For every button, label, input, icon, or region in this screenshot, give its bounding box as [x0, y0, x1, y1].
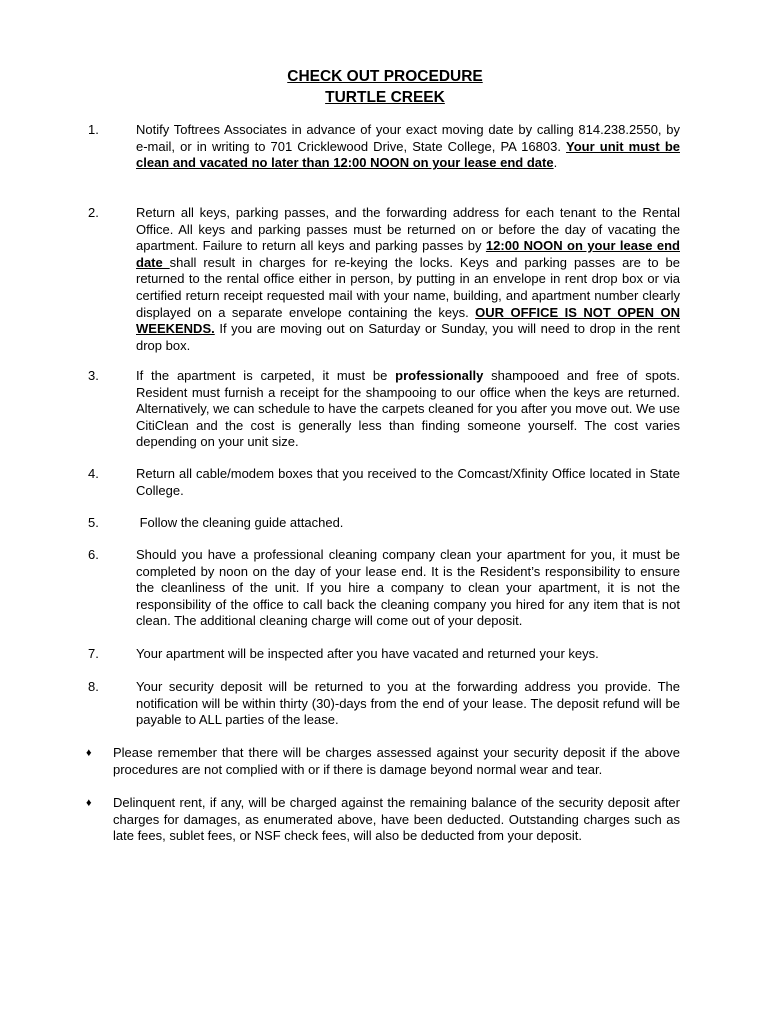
item-text	[136, 205, 680, 354]
item-text: Your apartment will be inspected after you have vacated and returned your keys.	[136, 646, 599, 661]
item-text	[136, 368, 680, 451]
item-emphasis: OUR OFFICE IS NOT OPEN ON WEEKENDS.	[136, 304, 680, 337]
bullet-text: Please remember that there will be charges assessed against your security deposit if the above procedures are not complied with or if there is damage beyond normal wear and tear.	[113, 745, 680, 777]
item-number: 3.	[88, 368, 99, 383]
item-number: 8.	[88, 679, 99, 694]
item-text: Return all cable/modem boxes that you received to the Comcast/Xfinity Office located in State College.	[136, 466, 680, 498]
item-text-part: shampooed and free of spots. Resident must furnish a receipt for the shampooing to our office when the keys are returned. Alternatively, we can schedule to have the carpets cleaned for you after you move out. We use CitiClean and the cost is generally less than finding someone yourself. The cost varies depending on your unit size.	[136, 368, 680, 450]
item-text: Your security deposit will be returned to you at the forwarding address you provide. The notification will be within thirty (30)-days from the end of your lease. The deposit refund will be payable to ALL parties of the lease.	[136, 679, 680, 728]
diamond-bullet-icon: ♦	[86, 747, 92, 759]
diamond-bullet-icon: ♦	[86, 797, 92, 809]
item-text: Should you have a professional cleaning company clean your apartment for you, it must be completed by noon on the day of your lease end. It is the Resident’s responsibility to ensure the cleanliness of the unit. If you hire a company to clean your apartment, it is not the responsibility of the office to call back the cleaning company you hired for any item that is not clean. The additional cleaning charge will come out of your deposit.	[136, 547, 680, 629]
item-text-part: If you are moving out on Saturday or Sunday, you will need to drop in the rent drop box.	[136, 321, 680, 353]
item-emphasis: professionally	[395, 368, 484, 383]
item-emphasis: Your unit must be clean and vacated no later than 12:00 NOON on your lease end date	[136, 138, 680, 171]
item-text: Follow the cleaning guide attached.	[136, 515, 344, 530]
document-subtitle: TURTLE CREEK	[325, 89, 445, 106]
item-number: 5.	[88, 515, 99, 530]
bullet-text: Delinquent rent, if any, will be charged against the remaining balance of the security deposit after charges for damages, as enumerated above, have been deducted. Outstanding charges such as late fees, sublet fees, or NSF check fees, will also be deducted from your deposit.	[113, 795, 680, 844]
item-text-part: Notify Toftrees Associates in advance of your exact moving date by calling 814.238.2550, by e-mail, or in writing to 701 Cricklewood Drive, State College, PA 16803.	[136, 122, 680, 154]
item-text-part: Return all keys, parking passes, and the forwarding address for each tenant to the Rental Office. All keys and parking passes must be returned on or before the day of vacating the apartment. Failure to return all keys and parking passes by	[136, 205, 680, 254]
document-title: CHECK OUT PROCEDURE	[287, 68, 483, 85]
item-emphasis: 12:00 NOON on your lease end date	[136, 238, 680, 270]
item-number: 2.	[88, 205, 99, 220]
item-text	[136, 122, 680, 172]
item-text-part: If the apartment is carpeted, it must be	[136, 368, 396, 383]
item-text-part: shall result in charges for re-keying the locks. Keys and parking passes are to be returned to the rental office either in person, by putting in an envelope in rent drop box or via certified return receipt requested mail with your name, building, and apartment number clearly displayed on a separate envelope containing the keys.	[136, 254, 681, 320]
item-text-part: .	[553, 155, 558, 171]
item-number: 4.	[88, 466, 99, 481]
item-number: 1.	[88, 122, 99, 137]
item-number: 6.	[88, 547, 99, 562]
item-number: 7.	[88, 646, 99, 661]
